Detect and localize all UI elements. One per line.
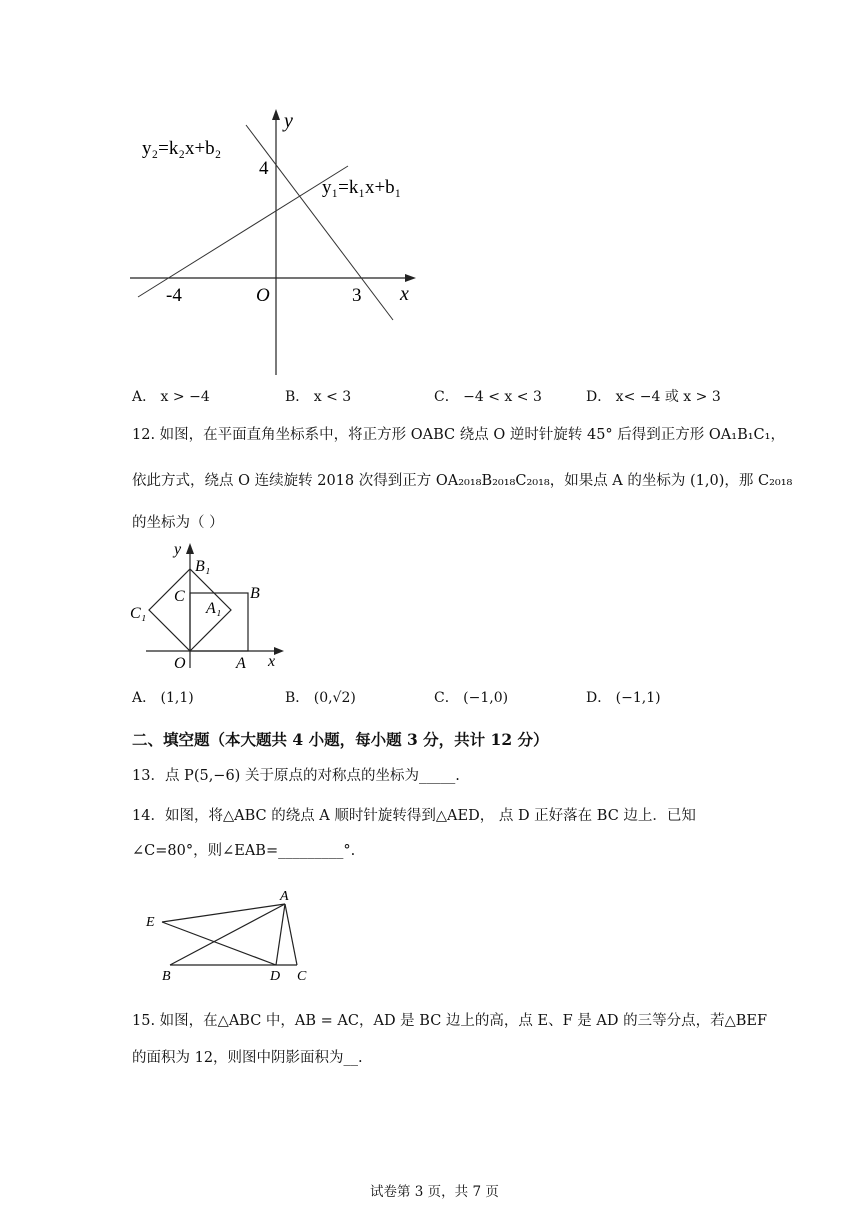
y-axis-arrow (186, 543, 194, 554)
label-c: C (297, 969, 307, 984)
tick-y-4: 4 (259, 158, 269, 179)
q12-option-b[interactable]: B． (0,√2) (285, 690, 356, 706)
label-a1: A₁ (206, 600, 222, 617)
label-c1: C₁ (130, 605, 147, 622)
line-y1 (138, 166, 348, 297)
segment-a-c (285, 904, 297, 965)
label-b1: B₁ (195, 558, 211, 575)
label-c: C (174, 588, 185, 605)
segment-eb-to-a (162, 904, 285, 922)
q11-option-b[interactable]: B． x < 3 (285, 389, 352, 405)
q12-stem-line1: 12. 如图，在平面直角坐标系中，将正方形 OABC 绕点 O 逆时针旋转 45° 后得到正方形 OA₁B₁C₁， (132, 427, 785, 443)
label-b: B (162, 969, 171, 984)
x-axis-arrow (274, 647, 284, 655)
page-footer: 试卷第 3 页，共 7 页 (370, 1184, 499, 1200)
label-d: D (270, 969, 281, 984)
label-a: A (280, 889, 289, 904)
q11-graph (120, 105, 430, 380)
segment-b-a (170, 904, 285, 965)
q12-stem-line2: 依此方式，绕点 O 连续旋转 2018 次得到正方 OA₂₀₁₈B₂₀₁₈C₂₀₁₈，如果点 A 的坐标为 (1,0)，那 C₂₀₁₈ (132, 473, 793, 489)
q12-square-figure (128, 538, 288, 673)
section-fill-in-heading: 二、填空题（本大题共 4 小题，每小题 3 分，共计 12 分） (132, 730, 549, 749)
segment-e-d (162, 922, 276, 965)
label-b: B (250, 585, 260, 602)
label-a: A (236, 655, 246, 672)
q12-option-a[interactable]: A． (1,1) (132, 690, 194, 706)
tick-x-neg4: -4 (166, 285, 182, 306)
label-x: x (268, 653, 276, 670)
origin-label: O (256, 285, 270, 306)
segment-a-d (276, 904, 285, 965)
q14-stem-line1: 14．如图，将△ABC 的绕点 A 顺时针旋转得到△AED， 点 D 正好落在 BC 边上．已知 (132, 808, 696, 824)
q15-stem-line2: 的面积为 12，则图中阴影面积为__. (132, 1050, 363, 1066)
label-o: O (174, 655, 186, 672)
q11-option-a[interactable]: A． x > −4 (132, 389, 210, 405)
q13-stem: 13．点 P(5,−6) 关于原点的对称点的坐标为_____. (132, 768, 460, 784)
q14-triangle-figure (140, 886, 320, 986)
q11-option-d[interactable]: D． x< −4 或 x > 3 (586, 389, 721, 405)
line-y1-label: y₁=k₁x+b₁ (322, 177, 402, 198)
q12-stem-line3: 的坐标为（ ） (132, 515, 224, 531)
label-e: E (146, 915, 155, 930)
y-axis-arrow (272, 109, 280, 120)
q14-stem-line2: ∠C=80°，则∠EAB=_________°. (132, 843, 356, 859)
q12-option-c[interactable]: C． (−1,0) (434, 690, 509, 706)
q11-option-c[interactable]: C． −4 < x < 3 (434, 389, 542, 405)
q12-option-d[interactable]: D． (−1,1) (586, 690, 661, 706)
q15-stem-line1: 15. 如图，在△ABC 中，AB = AC，AD 是 BC 边上的高，点 E、F 是 AD 的三等分点，若△BEF (132, 1013, 768, 1029)
x-axis-label: x (400, 283, 409, 305)
x-axis-arrow (405, 274, 416, 282)
tick-x-3: 3 (352, 285, 362, 306)
line-y2-label: y₂=k₂x+b₂ (142, 138, 222, 159)
y-axis-label: y (284, 110, 293, 132)
label-y: y (174, 541, 182, 558)
